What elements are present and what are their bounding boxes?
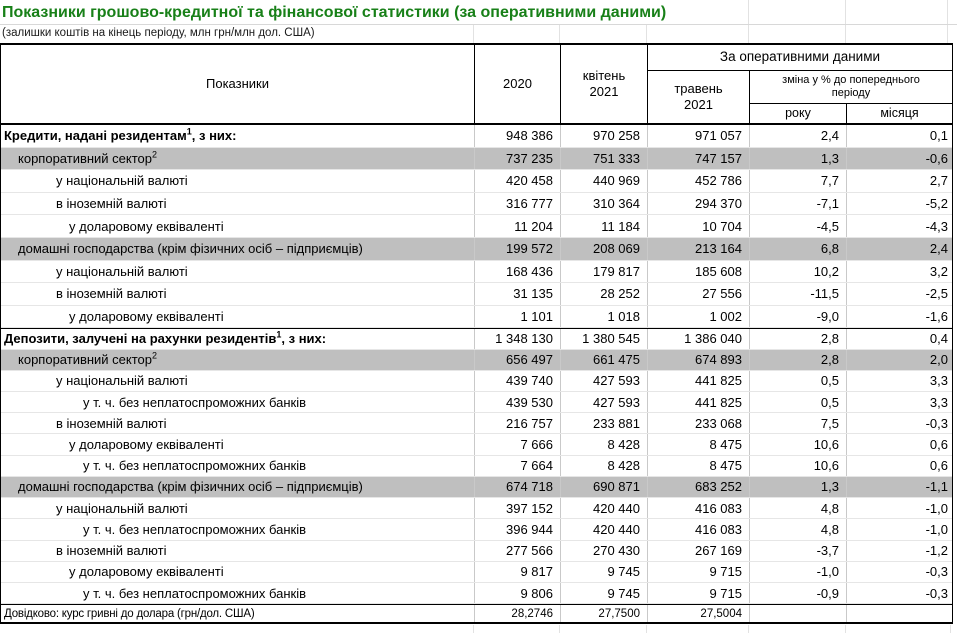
cell-2020: 9 817 [474, 562, 560, 582]
row-label: Кредити, надані резидентам$^1$, з них: [4, 126, 237, 144]
cell-2020: 656 497 [474, 350, 560, 370]
cell-april-2021: 751 333 [560, 148, 647, 170]
page-title: Показники грошово-кредитної та фінансової статистики (за оперативними даними) [2, 4, 667, 21]
table-row [1, 148, 952, 171]
cell-april-2021: 9 745 [560, 562, 647, 582]
cell-april-2021: 179 817 [560, 261, 647, 283]
table-row [1, 541, 952, 562]
table-row [1, 456, 952, 477]
cell-change-year: 1,3 [749, 148, 846, 170]
header-change-year: року [749, 104, 846, 123]
cell-change-year: 2,8 [749, 329, 846, 348]
table-row [1, 261, 952, 284]
section-deposits [1, 328, 952, 604]
table-header [1, 45, 952, 125]
cell-change-month: -0,3 [846, 583, 952, 603]
cell-2020: 674 718 [474, 477, 560, 497]
cell-april-2021: 440 969 [560, 170, 647, 192]
cell-change-month: -4,3 [846, 215, 952, 237]
gridline [950, 625, 951, 633]
header-april-line2: 2021 [589, 84, 619, 99]
row-label: у доларовому еквіваленті [69, 564, 224, 580]
table-row [1, 392, 952, 413]
cell-may-2021: 8 475 [647, 434, 749, 454]
gridline [845, 625, 846, 633]
cell-2020: 277 566 [474, 541, 560, 561]
cell-change-month: -0,3 [846, 413, 952, 433]
cell-april-2021: 8 428 [560, 434, 647, 454]
cell-change-month: -1,0 [846, 498, 952, 518]
table-row [1, 125, 952, 148]
cell-april-2021: 11 184 [560, 215, 647, 237]
cell-change-year: -3,7 [749, 541, 846, 561]
cell-may-2021: 747 157 [647, 148, 749, 170]
cell-april-2021: 420 440 [560, 519, 647, 539]
cell-change-month: 3,2 [846, 261, 952, 283]
section-reference [1, 604, 952, 622]
cell-2020: 420 458 [474, 170, 560, 192]
gridline [559, 25, 560, 43]
header-indicators: Показники [206, 76, 269, 92]
cell-may-2021: 416 083 [647, 498, 749, 518]
row-label: корпоративний сектор$^2$ [18, 149, 158, 166]
table-row [1, 498, 952, 519]
cell-may-2021: 416 083 [647, 519, 749, 539]
title-separator [0, 24, 957, 25]
row-label: у доларовому еквіваленті [69, 309, 224, 325]
footnote-sup: 1 [276, 330, 282, 341]
table-row [1, 215, 952, 238]
footnote-sup: 2 [152, 350, 158, 361]
cell-change-month: 2,7 [846, 170, 952, 192]
gridline [646, 625, 647, 633]
cell-april-2021: 970 258 [560, 125, 647, 147]
table-row [1, 306, 952, 329]
cell-change-month: -1,0 [846, 519, 952, 539]
cell-change-month: -1,6 [846, 306, 952, 328]
cell-april-2021: 9 745 [560, 583, 647, 603]
cell-change-year: 4,8 [749, 498, 846, 518]
cell-change-year: 10,2 [749, 261, 846, 283]
cell-april-2021: 8 428 [560, 456, 647, 476]
cell-may-2021: 441 825 [647, 371, 749, 391]
header-april-2021 [560, 45, 647, 123]
cell-may-2021: 452 786 [647, 170, 749, 192]
cell-change-year: -0,9 [749, 583, 846, 603]
cell-april-2021: 310 364 [560, 193, 647, 215]
cell-2020: 948 386 [474, 125, 560, 147]
gridline [559, 625, 560, 633]
footnote-sup: 1 [186, 126, 192, 137]
cell-may-2021: 971 057 [647, 125, 749, 147]
header-may-2021 [647, 71, 749, 123]
cell-april-2021: 208 069 [560, 238, 647, 260]
cell-may-2021: 27,5004 [647, 605, 749, 622]
cell-april-2021: 427 593 [560, 371, 647, 391]
cell-change-month: 2,4 [846, 238, 952, 260]
cell-2020: 199 572 [474, 238, 560, 260]
cell-change-month: 3,3 [846, 392, 952, 412]
table-row [1, 434, 952, 455]
cell-change-year: 1,3 [749, 477, 846, 497]
cell-change-month: 3,3 [846, 371, 952, 391]
gridline [473, 625, 474, 633]
cell-change-month: 0,1 [846, 125, 952, 147]
cell-change-year: 6,8 [749, 238, 846, 260]
row-label: у доларовому еквіваленті [69, 437, 224, 453]
cell-change-year: 10,6 [749, 434, 846, 454]
gridline [646, 25, 647, 43]
cell-may-2021: 267 169 [647, 541, 749, 561]
cell-april-2021: 28 252 [560, 283, 647, 305]
row-label: у т. ч. без неплатоспроможних банків [83, 585, 306, 601]
cell-change-year: -4,5 [749, 215, 846, 237]
cell-change-month: 2,0 [846, 350, 952, 370]
table-row [1, 193, 952, 216]
table-row [1, 238, 952, 261]
cell-change-year: -7,1 [749, 193, 846, 215]
header-2020: 2020 [474, 45, 560, 123]
cell-april-2021: 27,7500 [560, 605, 647, 622]
cell-2020: 397 152 [474, 498, 560, 518]
cell-may-2021: 294 370 [647, 193, 749, 215]
footnote-sup: 2 [152, 149, 158, 160]
row-label: корпоративний сектор$^2$ [18, 350, 158, 368]
table-row [1, 583, 952, 604]
cell-2020: 7 664 [474, 456, 560, 476]
table-row [1, 477, 952, 498]
cell-2020: 216 757 [474, 413, 560, 433]
cell-change-year: 0,5 [749, 371, 846, 391]
cell-change-month: 0,4 [846, 329, 952, 348]
cell-change-month: -1,2 [846, 541, 952, 561]
row-label: у національній валюті [56, 173, 188, 189]
row-label: в іноземній валюті [56, 286, 167, 302]
cell-change-year: -11,5 [749, 283, 846, 305]
gridline [473, 25, 474, 43]
cell-2020: 31 135 [474, 283, 560, 305]
cell-change-year: -1,0 [749, 562, 846, 582]
row-label: домашні господарства (крім фізичних осіб – підприємців) [18, 479, 363, 495]
row-label: в іноземній валюті [56, 543, 167, 559]
row-label: Довідково: курс гривні до долара (грн/дол. США) [4, 607, 255, 620]
cell-change-year: 2,4 [749, 125, 846, 147]
cell-2020: 28,2746 [474, 605, 560, 622]
cell-may-2021: 9 715 [647, 583, 749, 603]
table-row [1, 350, 952, 371]
cell-change-year: 7,7 [749, 170, 846, 192]
cell-may-2021: 27 556 [647, 283, 749, 305]
section-credits [1, 125, 952, 328]
cell-2020: 168 436 [474, 261, 560, 283]
cell-2020: 396 944 [474, 519, 560, 539]
cell-may-2021: 683 252 [647, 477, 749, 497]
cell-change-year: 2,8 [749, 350, 846, 370]
header-operational-data: За оперативними даними [647, 45, 952, 71]
cell-change-year: 4,8 [749, 519, 846, 539]
gridline [947, 0, 948, 43]
header-change-month: місяця [846, 104, 952, 123]
cell-2020: 7 666 [474, 434, 560, 454]
cell-change-month: -0,3 [846, 562, 952, 582]
cell-change-month: 0,6 [846, 456, 952, 476]
statistics-table [0, 43, 953, 624]
cell-2020: 439 530 [474, 392, 560, 412]
cell-2020: 1 101 [474, 306, 560, 328]
cell-april-2021: 690 871 [560, 477, 647, 497]
table-body [1, 125, 952, 622]
cell-2020: 737 235 [474, 148, 560, 170]
cell-may-2021: 674 893 [647, 350, 749, 370]
row-label: в іноземній валюті [56, 196, 167, 212]
row-label: у т. ч. без неплатоспроможних банків [83, 458, 306, 474]
cell-may-2021: 10 704 [647, 215, 749, 237]
cell-april-2021: 420 440 [560, 498, 647, 518]
cell-may-2021: 1 386 040 [647, 329, 749, 348]
cell-may-2021: 1 002 [647, 306, 749, 328]
cell-change-month: -2,5 [846, 283, 952, 305]
cell-2020: 439 740 [474, 371, 560, 391]
cell-change-year [749, 605, 846, 622]
table-row [1, 328, 952, 349]
cell-april-2021: 1 380 545 [560, 329, 647, 348]
row-label: у національній валюті [56, 263, 188, 279]
cell-change-year: 10,6 [749, 456, 846, 476]
cell-may-2021: 185 608 [647, 261, 749, 283]
cell-may-2021: 233 068 [647, 413, 749, 433]
cell-may-2021: 213 164 [647, 238, 749, 260]
row-label: у національній валюті [56, 373, 188, 389]
cell-april-2021: 427 593 [560, 392, 647, 412]
table-row [1, 283, 952, 306]
row-label: у т. ч. без неплатоспроможних банків [83, 521, 306, 537]
cell-may-2021: 441 825 [647, 392, 749, 412]
cell-change-month: -1,1 [846, 477, 952, 497]
row-label: Депозити, залучені на рахунки резидентів$^1$, з них: [4, 330, 327, 347]
cell-change-month [846, 605, 952, 622]
cell-change-year: 0,5 [749, 392, 846, 412]
table-row [1, 604, 952, 622]
cell-2020: 316 777 [474, 193, 560, 215]
row-label: у доларовому еквіваленті [69, 218, 224, 234]
cell-april-2021: 270 430 [560, 541, 647, 561]
table-row [1, 413, 952, 434]
cell-2020: 9 806 [474, 583, 560, 603]
cell-change-month: -5,2 [846, 193, 952, 215]
gridline [748, 625, 749, 633]
row-label: у національній валюті [56, 500, 188, 516]
cell-april-2021: 233 881 [560, 413, 647, 433]
header-may-line1: травень [674, 81, 723, 97]
cell-april-2021: 661 475 [560, 350, 647, 370]
page-subtitle: (залишки коштів на кінець періоду, млн грн/млн дол. США) [2, 27, 315, 39]
row-label: в іноземній валюті [56, 415, 167, 431]
cell-change-year: 7,5 [749, 413, 846, 433]
cell-2020: 11 204 [474, 215, 560, 237]
cell-may-2021: 9 715 [647, 562, 749, 582]
table-row [1, 170, 952, 193]
header-change-percent: зміна у % до попереднього періоду [749, 71, 952, 104]
header-april-line1: квітень [582, 68, 626, 84]
row-label: у т. ч. без неплатоспроможних банків [83, 394, 306, 410]
cell-change-month: 0,6 [846, 434, 952, 454]
row-label: домашні господарства (крім фізичних осіб – підприємців) [18, 241, 363, 257]
gridline [845, 0, 846, 43]
cell-change-month: -0,6 [846, 148, 952, 170]
table-row [1, 519, 952, 540]
cell-may-2021: 8 475 [647, 456, 749, 476]
gridline [748, 0, 749, 43]
cell-april-2021: 1 018 [560, 306, 647, 328]
table-row [1, 371, 952, 392]
cell-2020: 1 348 130 [474, 329, 560, 348]
table-row [1, 562, 952, 583]
header-may-line2: 2021 [684, 97, 713, 112]
cell-change-year: -9,0 [749, 306, 846, 328]
